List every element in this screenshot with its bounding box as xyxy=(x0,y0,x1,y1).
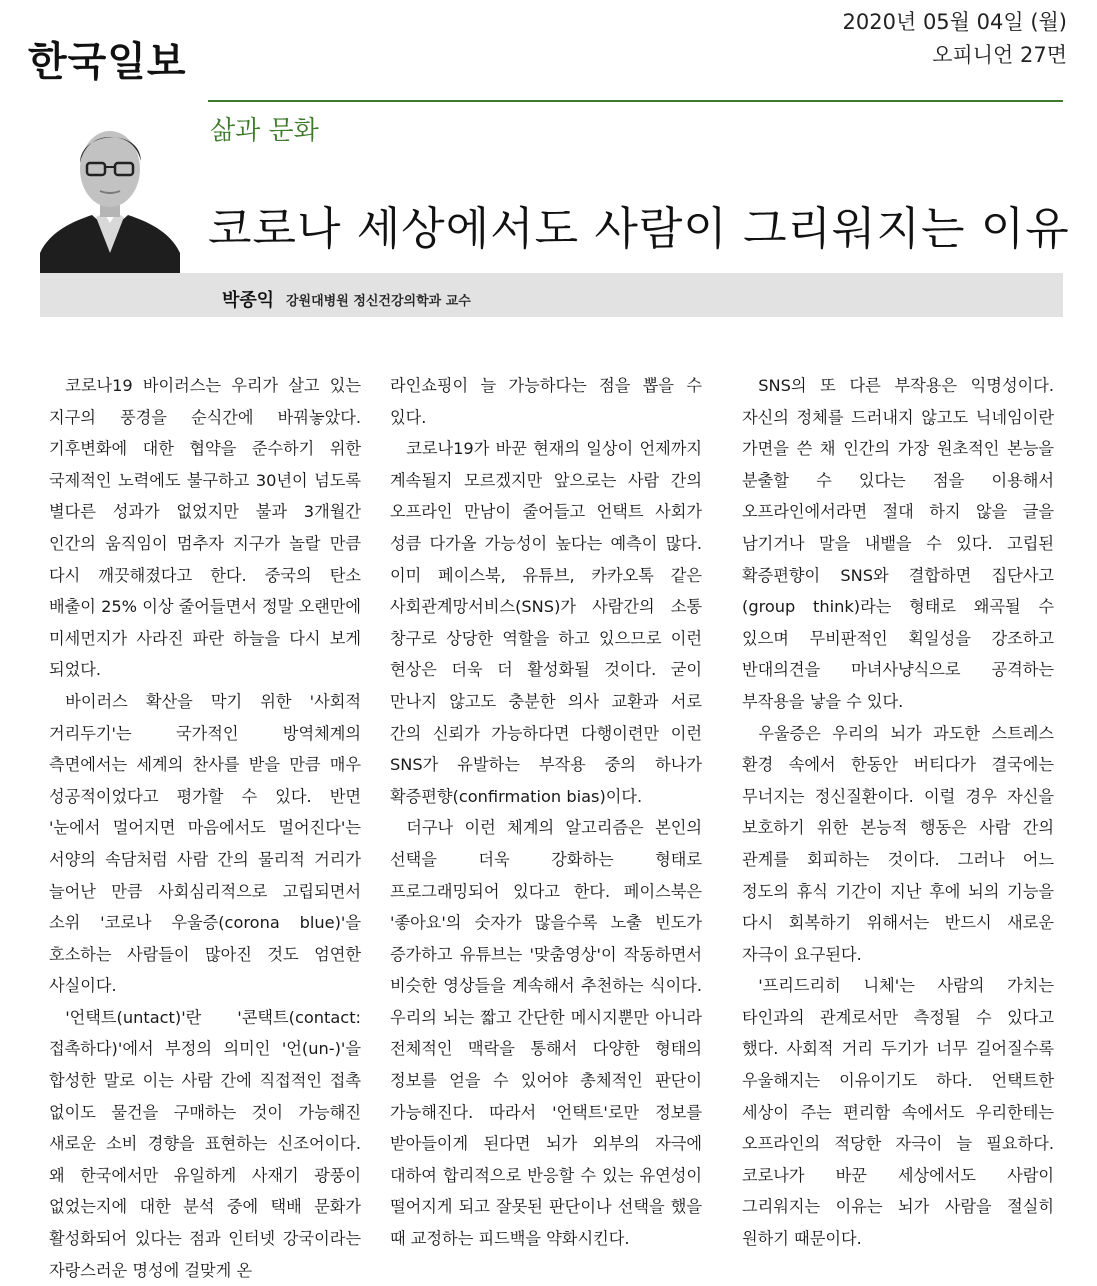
article-headline: 코로나 세상에서도 사람이 그리워지는 이유 xyxy=(208,202,1070,255)
paragraph: '언택트(untact)'란 '콘택트(contact: 접촉하다)'에서 부정의 의미인 '언(un-)'을 합성한 말로 이는 사람 간에 직접적인 접촉 없이도 물건을 구매하는 것이 가능해진 새로운 소비 경향을 표현하는 신조어이다. 왜 한국에서만 유일하게 사재기 광풍이 없었는지에 대한 분석 중에 택배 문화가 활성화되어 있다는 점과 인터넷 강국이라는 자랑스러운 명성에 걸맞게 온 xyxy=(49,1007,361,1280)
dateline xyxy=(843,6,1067,72)
newspaper-masthead: 한국일보 xyxy=(28,39,187,85)
paragraph: SNS의 또 다른 부작용은 익명성이다. 자신의 정체를 드러내지 않고도 닉네임이란 가면을 쓴 채 인간의 가장 원초적인 본능을 분출할 수 있다는 점을 이용해서 오프라인에서라면 절대 하지 않을 글을 남기거나 말을 내뱉을 수 있다. 고립된 확증편향이 SNS와 결합하면 집단사고(group think)라는 형태로 왜곡될 수 있으며 무비판적인 획일성을 강조하고 반대의견을 마녀사냥식으로 공격하는 부작용을 낳을 수 있다. xyxy=(742,376,1054,711)
paragraph: '프리드리히 니체'는 사람의 가치는 타인과의 관계로서만 측정될 수 있다고 했다. 사회적 거리 두기가 너무 길어질수록 우울해지는 이유이기도 하다. 언택트한 세상이 주는 편리함 속에서도 우리한테는 오프라인의 적당한 자극이 늘 필요하다. 코로나가 바꾼 세상에서도 사람이 그리워지는 이유는 뇌가 사람을 절실히 원하기 때문이다. xyxy=(742,976,1054,1249)
publication-date: 2020년 05월 04일 (월) xyxy=(842,10,1067,34)
paragraph: 우울증은 우리의 뇌가 과도한 스트레스 환경 속에서 한동안 버티다가 결국에는 무너지는 정신질환이다. 이럴 경우 자신을 보호하기 위한 본능적 행동은 사람 간의 관계를 회피하는 것이다. 그러나 어느 정도의 휴식 기간이 지난 후에 뇌의 기능을 다시 회복하기 위해서는 반드시 새로운 자극이 요구된다. xyxy=(742,723,1054,964)
paragraph: 라인쇼핑이 늘 가능하다는 점을 뽑을 수 있다. xyxy=(390,376,702,427)
article-column-3 xyxy=(742,370,1054,1255)
page-label: 오피니언 27면 xyxy=(932,43,1067,67)
paragraph: 코로나19 바이러스는 우리가 살고 있는 지구의 풍경을 순식간에 바꿔놓았다. 기후변화에 대한 협약을 준수하기 위한 국제적인 노력에도 불구하고 30년이 넘도록 별다른 성과가 없었지만 불과 3개월간 인간의 움직임이 멈추자 지구가 놀랄 만큼 다시 깨끗해졌다고 한다. 중국의 탄소 배출이 25% 이상 줄어들면서 정말 오랜만에 미세먼지가 사라진 파란 하늘을 다시 보게 되었다. xyxy=(49,376,361,680)
article-column-1 xyxy=(49,370,361,1286)
byline-bar xyxy=(40,273,1063,317)
author-name: 박종익 xyxy=(222,290,275,311)
section-rule xyxy=(208,100,1063,102)
section-label: 삶과 문화 xyxy=(210,116,319,146)
paragraph: 바이러스 확산을 막기 위한 '사회적 거리두기'는 국가적인 방역체계의 측면에서는 세계의 찬사를 받을 만큼 매우 성공적이었다고 평가할 수 있다. 반면 '눈에서 멀어지면 마음에서도 멀어진다'는 서양의 속담처럼 사람 간의 물리적 거리가 늘어난 만큼 사회심리적으로 고립되면서 소위 '코로나 우울증(corona blue)'을 호소하는 사람들이 많아진 것도 엄연한 사실이다. xyxy=(49,691,361,996)
author-affiliation: 강원대병원 정신건강의학과 교수 xyxy=(286,294,471,309)
article-column-2 xyxy=(390,370,702,1255)
paragraph: 코로나19가 바꾼 현재의 일상이 언제까지 계속될지 모르겠지만 앞으로는 사람 간의 오프라인 만남이 줄어들고 언택트 사회가 성큼 다가올 가능성이 높다는 예측이 많다. 이미 페이스북, 유튜브, 카카오톡 같은 사회관계망서비스(SNS)가 사람간의 소통 창구로 상당한 역할을 하고 있으므로 이런 현상은 더욱 더 활성화될 것이다. 굳이 만나지 않고도 충분한 의사 교환과 서로 간의 신뢰가 가능하다면 다행이련만 이런 SNS가 유발하는 부작용 중의 하나가 확증편향(confirmation bias)이다. xyxy=(390,439,702,806)
paragraph: 더구나 이런 체계의 알고리즘은 본인의 선택을 더욱 강화하는 형태로 프로그래밍되어 있다고 한다. 페이스북은 '좋아요'의 숫자가 많을수록 노출 빈도가 증가하고 유튜브는 '맞춤영상'이 작동하면서 비슷한 영상들을 계속해서 추천하는 식이다. 우리의 뇌는 짧고 간단한 메시지뿐만 아니라 전체적인 맥락을 통해서 다양한 형태의 정보를 얻을 수 있어야 총체적인 판단이 가능해진다. 따라서 '언택트'로만 정보를 받아들이게 된다면 뇌가 외부의 자극에 대하여 합리적으로 반응할 수 있는 유연성이 떨어지게 되고 잘못된 판단이나 선택을 했을 때 교정하는 피드백을 약화시킨다. xyxy=(390,818,702,1249)
author-portrait xyxy=(40,103,180,275)
